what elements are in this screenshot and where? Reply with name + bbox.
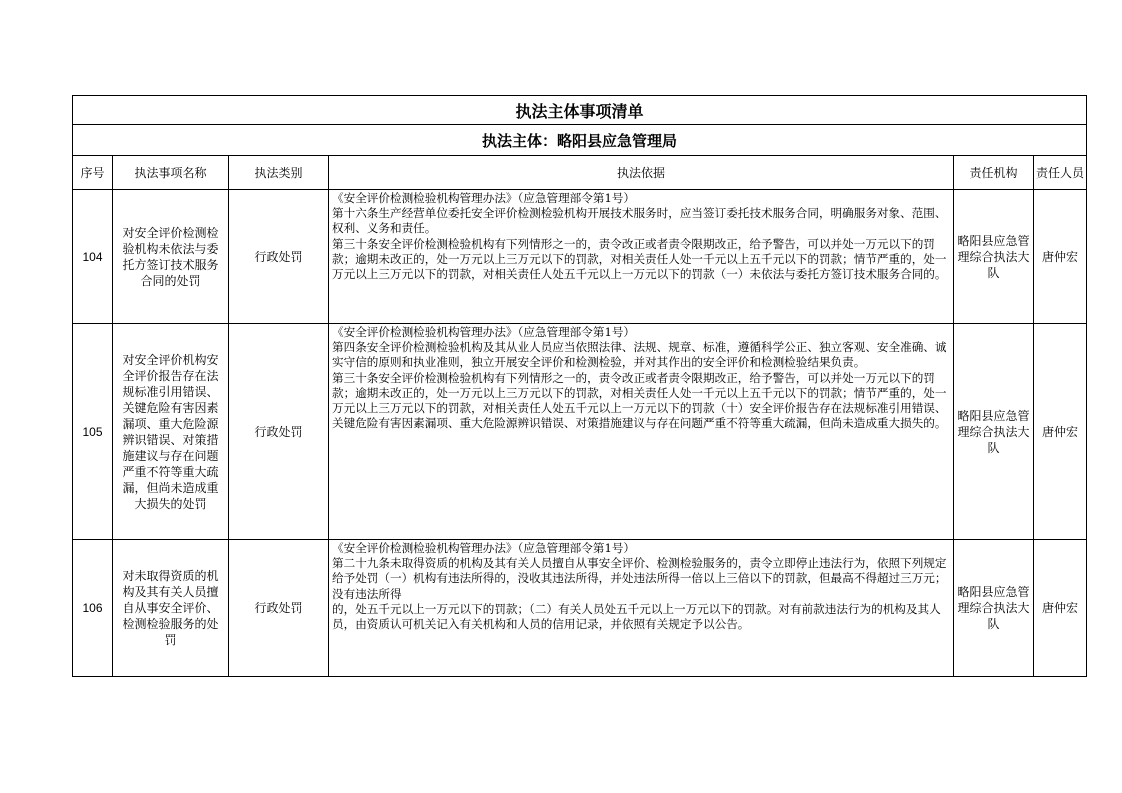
column-header-person: 责任人员	[1034, 156, 1087, 190]
basis-paragraph: 第二十九条未取得资质的机构及其有关人员擅自从事安全评价、检测检验服务的，责令立即停止违法行为，依照下列规定给予处罚（一）机构有违法所得的，没收其违法所得，并处违法所得一倍以上三倍以下的罚款，但最高不得超过三万元；没有违法所得	[332, 556, 947, 601]
row-seq: 104	[73, 190, 113, 324]
row-seq: 105	[73, 324, 113, 540]
basis-paragraph: 的，处五千元以上一万元以下的罚款；（二）有关人员处五千元以上一万元以下的罚款。对有前款违法行为的机构及其人员，由资质认可机关记入有关机构和人员的信用记录，并依照有关规定予以公告。	[332, 601, 941, 632]
row-org: 略阳县应急管理综合执法大队	[954, 190, 1034, 324]
document-title: 执法主体事项清单	[73, 96, 1087, 125]
row-type: 行政处罚	[229, 324, 329, 540]
column-header-basis: 执法依据	[329, 156, 954, 190]
basis-paragraph: 《安全评价检测检验机构管理办法》（应急管理部令第1号）	[332, 325, 636, 339]
row-person: 唐仲宏	[1034, 190, 1087, 324]
basis-paragraph: 第三十条安全评价检测检验机构有下列情形之一的，责令改正或者责令限期改正，给予警告，可以并处一万元以下的罚款；逾期未改正的，处一万元以上三万元以下的罚款，对相关责任人处一千元以上五千元以下的罚款；情节严重的，处一万元以上三万元以下的罚款，对相关责任人处五千元以上一万元以下的罚款（一）未依法与委托方签订技术服务合同的。	[332, 236, 947, 282]
row-person: 唐仲宏	[1034, 324, 1087, 540]
row-org: 略阳县应急管理综合执法大队	[954, 540, 1034, 677]
row-item-name: 对未取得资质的机构及其有关人员擅自从事安全评价、检测检验服务的处罚	[113, 540, 229, 677]
table-row	[73, 324, 1087, 540]
column-header-name: 执法事项名称	[113, 156, 229, 190]
column-header-seq: 序号	[73, 156, 113, 190]
row-person: 唐仲宏	[1034, 540, 1087, 677]
row-type: 行政处罚	[229, 540, 329, 677]
table-row	[73, 540, 1087, 677]
row-item-name: 对安全评价机构安全评价报告存在法规标准引用错误、关键危险有害因素漏项、重大危险源辨识错误、对策措施建议与存在问题严重不符等重大疏漏，但尚未造成重大损失的处罚	[113, 324, 229, 540]
enforcement-subject: 执法主体：略阳县应急管理局	[73, 125, 1087, 156]
row-basis	[329, 190, 954, 324]
row-org: 略阳县应急管理综合执法大队	[954, 324, 1034, 540]
basis-paragraph: 第十六条生产经营单位委托安全评价检测检验机构开展技术服务时，应当签订委托技术服务合同，明确服务对象、范围、权利、义务和责任。	[332, 206, 947, 236]
column-header-org: 责任机构	[954, 156, 1034, 190]
basis-paragraph: 第三十条安全评价检测检验机构有下列情形之一的，责令改正或者责令限期改正，给予警告，可以并处一万元以下的罚款；逾期未改正的，处一万元以上三万元以下的罚款，对相关责任人处一千元以上五千元以下的罚款；情节严重的，处一万元以上三万元以下的罚款，对相关责任人处五千元以上一万元以下的罚款（十）安全评价报告存在法规标准引用错误、关键危险有害因素漏项、重大危险源辨识错误、对策措施建议与存在问题严重不符等重大疏漏，但尚未造成重大损失的。	[332, 370, 947, 431]
row-item-name: 对安全评价检测检验机构未依法与委托方签订技术服务合同的处罚	[113, 190, 229, 324]
basis-paragraph: 第四条安全评价检测检验机构及其从业人员应当依照法律、法规、规章、标准，遵循科学公正、独立客观、安全准确、诚实守信的原则和执业准则，独立开展安全评价和检测检验，并对其作出的安全评价和检测检验结果负责。	[332, 340, 947, 370]
row-basis	[329, 540, 954, 677]
column-header-type: 执法类别	[229, 156, 329, 190]
row-seq: 106	[73, 540, 113, 677]
basis-paragraph: 《安全评价检测检验机构管理办法》（应急管理部令第1号）	[332, 191, 636, 205]
table-header	[73, 156, 1087, 190]
row-basis	[329, 324, 954, 540]
row-type: 行政处罚	[229, 190, 329, 324]
table-row	[73, 190, 1087, 324]
basis-paragraph: 《安全评价检测检验机构管理办法》（应急管理部令第1号）	[332, 541, 636, 555]
enforcement-table	[72, 95, 1087, 677]
